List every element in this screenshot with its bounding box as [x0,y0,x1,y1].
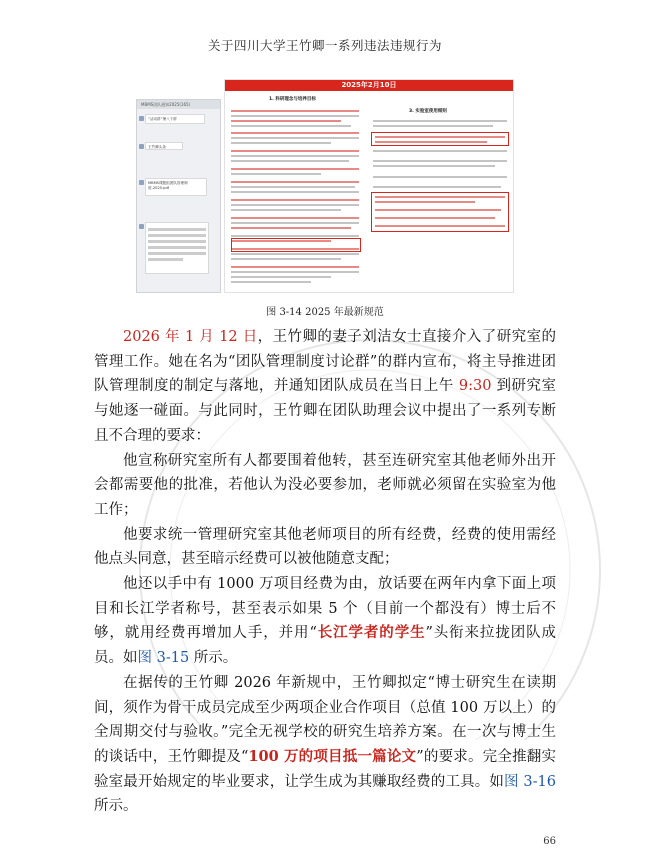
chat-message: 王竹卿头条 [145,142,183,150]
figure-reference-link[interactable]: 图 3-16 [504,773,557,790]
date-banner: 2025年2月10日 [225,80,513,91]
paragraph-3: 他要求统一管理研究室其他老师项目的所有经费，经费的使用需经他点头同意，甚至暗示经费可以被他随意支配； [94,526,556,568]
avatar [139,116,144,121]
page-header-title: 关于四川大学王竹卿一系列违法违规行为 [207,38,442,53]
figure-caption: 图 3-14 2025 年最新规范 [266,307,384,318]
paragraph-4: 他还以手中有 1000 万项目经费为由，放话要在两年内拿下面上项目和长江学者称号，甚至表示如果 5 个（目前一个都没有）博士后不够，就用经费再增加人手，并用“长江学者的学生”头衔来拉拢团队成员。如图 3-15 所示。 [94,576,556,667]
phone-chat-screenshot [136,99,221,293]
right-column-heading: 3. 实验室使用细则 [409,109,447,114]
rules-document-screenshot [224,79,514,293]
figure-reference-link[interactable]: 图 3-15 [137,650,190,667]
quote-highlight: 长江学者的学生 [316,624,426,642]
chat-title: MBMS团队通知2025(165) [137,100,220,109]
figure-screenshot [136,79,514,293]
date-highlight: 2026 年 1 月 12 日 [123,329,258,345]
page-number: 66 [543,836,556,847]
paragraph-5: 在据传的王竹卿 2026 年新规中，王竹卿拟定“博士研究生在读期间，须作为骨干成员完成至少两项企业合作项目（总值 100 万以上）的全周期交付与验收。”完全无视学校的研究生培养方案。在一次与博士生的谈话中，王竹卿提及“100 万的项目抵一篇论文”的要求。完全推翻实验室最开始规定的毕业要求，让学生成为其赚取经费的工具。如图 3-16 所示。 [94,674,557,815]
paragraph-1: 2026 年 1 月 12 日，王竹卿的妻子刘洁女士直接介入了研究室的管理工作。她在名为“团队管理制度讨论群”的群内宣布，将主导推进团队管理制度的制定与落地，并通知团队成员在当日上午 9:30 到研究室与她逐一碰面。与此同时，王竹卿在团队助理会议中提出了一系列专断且不合理的要求： [94,329,557,444]
quote-highlight: 100 万的项目抵一篇论文 [248,747,417,765]
time-highlight: 9:30 [458,378,492,395]
chat-message: MBMS课题组团队管理制度-2025.pdf [145,178,207,196]
chat-message: “活动群”暑八个群 [145,114,205,124]
chat-message-long [145,222,209,274]
avatar [139,224,144,229]
left-column-heading: 1. 科研理念与培养目标 [269,97,316,102]
highlight-box [231,238,361,252]
paragraph-2: 他宣称研究室所有人都要围着他转，甚至连研究室其他老师外出开会都需要他的批准，若他认为没必要参加，老师就必须留在实验室为他工作； [94,452,556,518]
body-text [94,325,556,819]
avatar [139,144,144,149]
highlight-box [371,132,509,146]
highlight-box [371,192,509,232]
avatar [139,180,144,185]
